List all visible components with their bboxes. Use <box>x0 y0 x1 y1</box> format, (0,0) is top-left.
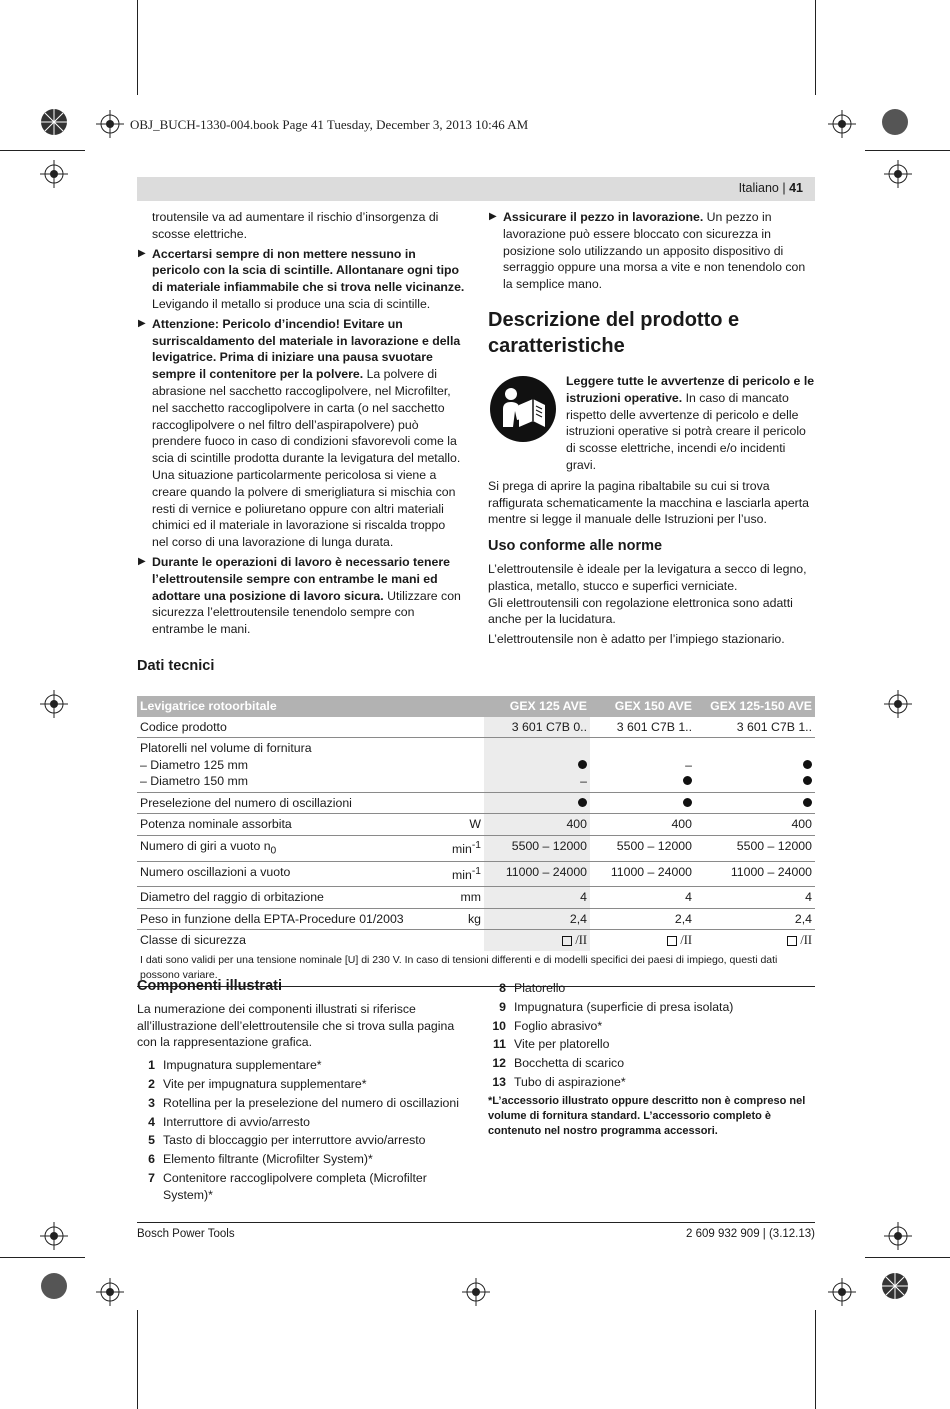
safety-bullet <box>137 316 465 551</box>
crosshair-icon <box>96 110 124 138</box>
item-number: 2 <box>148 1076 155 1091</box>
crop-mark <box>865 150 950 151</box>
header-separator: | <box>782 181 786 195</box>
included-dot-icon <box>803 760 812 769</box>
table-row <box>137 887 815 909</box>
bullet-bold: Attenzione: Pericolo d’incendio! Evitare un surriscaldamento del materiale in lavorazione e della levigatrice. Prima di iniziare una pausa svuotare sempre il contenitore per la polvere. <box>152 316 461 382</box>
pads-d150: – Diametro 150 mm <box>140 774 248 788</box>
row-value: 3 601 C7B 1.. <box>590 717 695 738</box>
use-paragraph <box>488 561 815 628</box>
included-dot-icon <box>803 798 812 807</box>
unit-text: min <box>452 868 472 883</box>
print-slug: OBJ_BUCH-1330-004.book Page 41 Tuesday, December 3, 2013 10:46 AM <box>130 117 529 132</box>
list-item <box>488 1074 815 1091</box>
included-dot-icon <box>803 776 812 785</box>
table-header-cell: GEX 125-150 AVE <box>695 696 815 717</box>
use-paragraph: L’elettroutensile non è adatto per l’impiego stazionario. <box>488 632 785 647</box>
crosshair-icon <box>828 1278 856 1306</box>
accessory-footnote: *L’accessorio illustrato oppure descritto non è compreso nel volume di fornitura standard. L’accessorio completo è contenuto nel nostro programma accessori. <box>488 1094 806 1137</box>
pads-label: Platorelli nel volume di fornitura <box>140 741 312 755</box>
warning-bold: Leggere tutte le avvertenze di pericolo e le istruzioni operative. <box>566 373 815 405</box>
row-unit: mm <box>441 887 484 909</box>
item-text: Rotellina per la preselezione del numero di oscillazioni <box>163 1095 459 1110</box>
row-value <box>484 792 590 814</box>
crosshair-icon <box>884 690 912 718</box>
header-language: Italiano <box>738 181 779 195</box>
item-text: Platorello <box>514 981 566 995</box>
crosshair-icon <box>884 1222 912 1250</box>
components-intro: La numerazione dei componenti illustrati si riferisce all’illustrazione dell’elettroutensile che si trova sulla pagina con la rappresentazione grafica. <box>137 1001 455 1050</box>
crop-mark <box>137 0 138 95</box>
intro-continuation: troutensile va ad aumentare il rischio d’insorgenza di scosse elettriche. <box>152 210 439 241</box>
row-unit: W <box>441 814 484 836</box>
row-value <box>695 792 815 814</box>
crosshair-icon <box>884 160 912 188</box>
item-text: Vite per impugnatura supplementare* <box>163 1076 367 1091</box>
use-text-2: Gli elettroutensili con regolazione elettronica sono adatti anche per la lucidatura. <box>488 595 793 627</box>
row-label: Peso in funzione della EPTA-Procedure 01/2003 <box>137 908 441 930</box>
list-item <box>488 1036 815 1053</box>
item-text: Bocchetta di scarico <box>514 1056 625 1071</box>
bullet-bold: Assicurare il pezzo in lavorazione. <box>503 210 704 224</box>
safety-bullet <box>137 554 465 638</box>
table-row <box>137 930 815 951</box>
row-value: 11000 – 24000 <box>590 862 695 887</box>
components-left <box>137 978 465 1206</box>
safety-bullet <box>137 246 465 313</box>
row-value: 11000 – 24000 <box>695 862 815 887</box>
bullet-text: Levigando il metallo si produce una scia di scintille. <box>152 296 431 311</box>
safety-class: /II <box>680 933 692 948</box>
row-unit <box>441 862 484 887</box>
row-unit <box>441 792 484 814</box>
bullet-triangle-icon: ▶ <box>489 211 497 222</box>
crosshair-icon <box>828 110 856 138</box>
row-value: 2,4 <box>590 908 695 930</box>
crosshair-icon <box>462 1278 490 1306</box>
tech-data-heading: Dati tecnici <box>137 658 215 674</box>
item-text: Impugnatura supplementare* <box>163 1058 322 1073</box>
read-manual-warning <box>488 373 815 474</box>
row-unit: kg <box>441 908 484 930</box>
row-value <box>590 792 695 814</box>
crop-mark <box>137 1310 138 1409</box>
row-value: 5500 – 12000 <box>484 835 590 862</box>
table-header-cell <box>441 696 484 717</box>
list-item <box>488 980 815 997</box>
row-unit <box>441 835 484 862</box>
row-unit <box>441 717 484 738</box>
crosshair-icon <box>96 1278 124 1306</box>
list-item <box>137 1151 465 1168</box>
footer-rule <box>137 1222 815 1223</box>
item-text: Tubo di aspirazione* <box>514 1074 626 1089</box>
included-dot-icon <box>683 776 692 785</box>
row-value: 5500 – 12000 <box>590 835 695 862</box>
bullet-bold: Accertarsi sempre di non mettere nessuno in pericolo con la scia di scintille. Allontanare ogni tipo di materiale infiammabile che si trova nelle vicinanze. <box>152 246 465 295</box>
list-item <box>488 1018 815 1035</box>
list-item <box>137 1170 465 1204</box>
crop-mark <box>815 0 816 95</box>
crop-mark <box>815 1310 816 1409</box>
row-label: Classe di sicurezza <box>140 933 246 948</box>
list-item <box>137 1132 465 1149</box>
item-text: Contenitore raccoglipolvere completa (Microfilter System)* <box>163 1170 427 1202</box>
bullet-triangle-icon: ▶ <box>138 247 146 259</box>
footer-brand: Bosch Power Tools <box>137 1228 235 1240</box>
row-value: 400 <box>484 814 590 836</box>
item-number: 8 <box>499 981 506 995</box>
footer-docnumber: 2 609 932 909 | (3.12.13) <box>686 1228 815 1240</box>
item-text: Foglio abrasivo* <box>514 1018 603 1033</box>
item-number: 5 <box>148 1133 155 1148</box>
row-label: Numero oscillazioni a vuoto <box>137 862 441 887</box>
item-text: Tasto di bloccaggio per interruttore avvio/arresto <box>163 1133 426 1148</box>
row-value <box>484 930 590 951</box>
row-value: 400 <box>695 814 815 836</box>
row-value: 11000 – 24000 <box>484 862 590 887</box>
table-row <box>137 792 815 814</box>
row-unit <box>441 738 484 793</box>
bullet-triangle-icon: ▶ <box>138 555 146 567</box>
bullet-text: Un pezzo in lavorazione può essere bloccato con sicurezza in posizione solo utilizzando un apposito dispositivo di serraggio oppure una morsa a vite e non tenendolo con la semplice mano. <box>503 210 806 292</box>
bullet-text: La polvere di abrasione nel sacchetto raccoglipolvere, nel Microfilter, nel sacchetto raccoglipolvere in carta (o nel sacchetto raccoglipolvere o nel filtro dell’aspirapolvere) può prendere fuoco in caso di condizioni sfavorevoli come la scia di scintille prodotta durante la levigatura del metallo. Una situazione particolarmente pericolosa si viene a creare quando la polvere di smerigliatura si mischia con resti di vernice e poliuretano oppure con altri materiali chimici ed il materiale in lavorazione si riscalda troppo nel corso di una lavorazione di lunga durata. <box>152 367 461 550</box>
subsection-heading: Uso conforme alle norme <box>488 538 663 555</box>
row-value: 2,4 <box>484 908 590 930</box>
label-subscript: 0 <box>270 844 277 856</box>
unit-superscript: -1 <box>471 839 481 851</box>
unit-superscript: -1 <box>471 866 481 878</box>
row-value <box>590 930 695 951</box>
item-number: 7 <box>148 1170 155 1185</box>
row-value: 3 601 C7B 0.. <box>484 717 590 738</box>
included-dot-icon <box>578 760 587 769</box>
table-row <box>137 908 815 930</box>
double-insulation-icon <box>562 936 572 946</box>
list-item <box>137 1114 465 1131</box>
foldout-paragraph: Si prega di aprire la pagina ribaltabile su cui si trova raffigurata schematicamente la macchina e lasciarla aperta mentre si legge il manuale delle Istruzioni per l’uso. <box>488 478 810 527</box>
read-manual-icon <box>489 375 557 443</box>
row-value: 5500 – 12000 <box>695 835 815 862</box>
left-column <box>137 209 465 641</box>
registration-mark-icon <box>40 1272 68 1300</box>
row-label: Diametro del raggio di orbitazione <box>137 887 441 909</box>
item-number: 11 <box>493 1037 506 1052</box>
row-value: 3 601 C7B 1.. <box>695 717 815 738</box>
registration-mark-icon <box>881 1272 909 1300</box>
table-header-cell: Levigatrice rotoorbitale <box>137 696 441 717</box>
label-text: Numero di giri a vuoto n <box>140 838 271 853</box>
item-text: Elemento filtrante (Microfilter System)* <box>163 1152 373 1167</box>
double-insulation-icon <box>787 936 797 946</box>
crop-mark <box>0 1257 85 1258</box>
table-note: I dati sono validi per una tensione nominale [U] di 230 V. In caso di tensioni differenti e di modelli specifici dei paesi di impiego, questi dati possono variare. <box>137 951 815 987</box>
row-value: 4 <box>484 887 590 909</box>
components-right <box>488 980 815 1142</box>
row-label: Potenza nominale assorbita <box>137 814 441 836</box>
crosshair-icon <box>40 690 68 718</box>
page-number: 41 <box>789 181 803 195</box>
row-value <box>484 738 590 793</box>
bullet-triangle-icon: ▶ <box>138 317 146 329</box>
list-item <box>137 1095 465 1112</box>
table-header-cell: GEX 125 AVE <box>484 696 590 717</box>
item-text: Vite per platorello <box>514 1037 610 1052</box>
components-list <box>488 980 815 1091</box>
row-value: 2,4 <box>695 908 815 930</box>
not-included-dash: – <box>685 757 692 772</box>
list-item <box>488 999 815 1016</box>
row-label: Codice prodotto <box>137 717 441 738</box>
item-number: 12 <box>492 1056 506 1071</box>
row-value: 4 <box>590 887 695 909</box>
row-label <box>137 835 441 862</box>
registration-mark-icon <box>881 108 909 136</box>
row-label: Preselezione del numero di oscillazioni <box>137 792 441 814</box>
double-insulation-icon <box>667 936 677 946</box>
row-value: 4 <box>695 887 815 909</box>
item-number: 9 <box>499 999 506 1014</box>
bullet-bold: Durante le operazioni di lavoro è necessario tenere l’elettroutensile sempre con entrambe le mani ed adottare una posizione di lavoro sicura. <box>152 554 450 603</box>
row-value: 400 <box>590 814 695 836</box>
crop-mark <box>865 1257 950 1258</box>
table-header-row <box>137 696 815 717</box>
crosshair-icon <box>40 160 68 188</box>
crosshair-icon <box>40 1222 68 1250</box>
table-row <box>137 717 815 738</box>
safety-class: /II <box>800 933 812 948</box>
right-column <box>488 209 815 651</box>
list-item <box>488 1055 815 1072</box>
running-header <box>137 177 815 201</box>
row-value <box>695 738 815 793</box>
warning-text: In caso di mancato rispetto delle avvertenze di pericolo e delle istruzioni operative si potrà creare il pericolo di scosse elettriche, incendi e/o incidenti gravi. <box>566 390 806 472</box>
included-dot-icon <box>578 798 587 807</box>
registration-mark-icon <box>40 108 68 136</box>
safety-class: /II <box>575 933 587 948</box>
item-number: 3 <box>148 1095 155 1110</box>
item-number: 4 <box>148 1114 155 1129</box>
table-row <box>137 814 815 836</box>
row-unit <box>441 930 484 951</box>
components-list <box>137 1057 465 1203</box>
item-number: 6 <box>148 1152 155 1167</box>
crop-mark <box>0 150 85 151</box>
item-number: 1 <box>148 1058 155 1073</box>
not-included-dash: – <box>580 774 587 788</box>
item-number: 13 <box>492 1074 506 1089</box>
included-dot-icon <box>683 798 692 807</box>
section-heading: Descrizione del prodotto e caratteristiche <box>488 308 740 357</box>
item-text: Interruttore di avvio/arresto <box>163 1114 310 1129</box>
item-text: Impugnatura (superficie di presa isolata) <box>514 999 734 1014</box>
pads-d125: – Diametro 125 mm <box>140 757 248 772</box>
tech-data-table <box>137 696 815 987</box>
item-number: 10 <box>492 1018 506 1033</box>
table-row <box>137 738 815 793</box>
header-text <box>739 181 803 195</box>
row-value <box>695 930 815 951</box>
row-label <box>137 738 441 793</box>
safety-bullet <box>488 209 815 293</box>
components-heading: Componenti illustrati <box>137 978 282 994</box>
table-row <box>137 862 815 887</box>
list-item <box>137 1076 465 1093</box>
use-text-1: L’elettroutensile è ideale per la levigatura a secco di legno, plastica, metallo, stucco e superfici verniciate. <box>488 561 807 593</box>
table-row <box>137 835 815 862</box>
unit-text: min <box>452 841 472 856</box>
list-item <box>137 1057 465 1074</box>
table-header-cell: GEX 150 AVE <box>590 696 695 717</box>
bullet-text: Utilizzare con sicurezza l’elettroutensile tenendolo sempre con entrambe le mani. <box>152 588 461 637</box>
row-value <box>590 738 695 793</box>
